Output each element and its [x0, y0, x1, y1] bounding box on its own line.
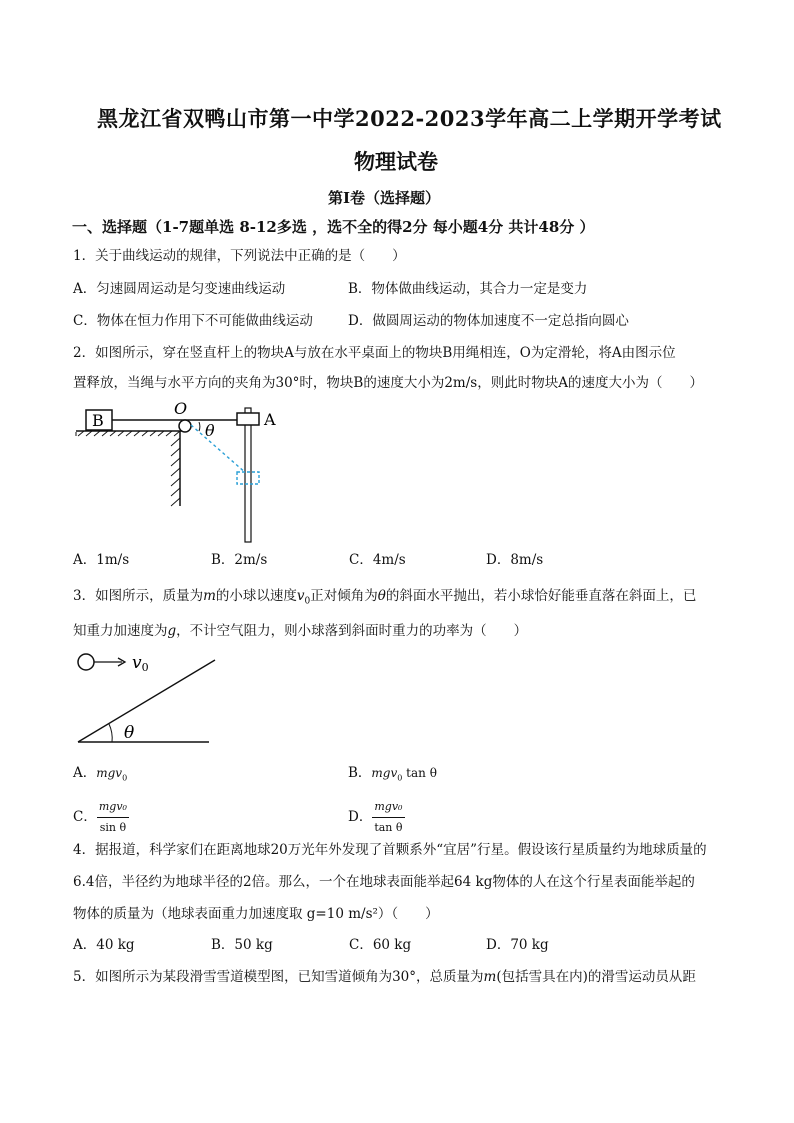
q3-option-b [348, 763, 437, 789]
fraction-numerator: mgv₀ [97, 797, 129, 818]
q3-option-a [73, 763, 127, 789]
q3-mass-symbol: m [203, 588, 216, 604]
vertical-rod [245, 408, 251, 542]
q1-option-b: B．物体做曲线运动，其合力一定是变力 [348, 281, 588, 297]
q3-incline-figure [72, 650, 222, 748]
q1-option-d: D．做圆周运动的物体加速度不一定总指向圆心 [348, 313, 629, 329]
q2-option-b: B．2m/s [211, 552, 268, 568]
velocity-label: v0 [132, 653, 149, 674]
q1-option-c: C．物体在恒力作用下不可能做曲线运动 [73, 313, 313, 329]
rope-dashed [191, 425, 247, 474]
fraction [97, 797, 129, 838]
q3-velocity-subscript: 0 [304, 596, 311, 607]
pulley-label: O [174, 399, 188, 418]
fraction-numerator: mgv₀ [372, 797, 404, 818]
q4-stem-line2: 6.4倍，半径约为地球半径的2倍。那么，一个在地球表面能举起64 kg物体的人在这个行星表面能举起的 [73, 874, 695, 890]
q4-option-d: D．70 kg [486, 937, 549, 953]
q4-stem-line1: 4．据报道，科学家们在距离地球20万光年外发现了首颗系外“宜居”行星。假设该行星质量约为地球质量的 [73, 842, 707, 858]
q2-option-a: A．1m/s [73, 552, 130, 568]
q2-option-d: D．8m/s [486, 552, 544, 568]
q3-stem-part: 的小球以速度 [215, 588, 297, 604]
block-b-label: B [92, 411, 104, 430]
q3-stem-line1 [73, 586, 696, 612]
q3-velocity-symbol: v [296, 588, 305, 604]
option-label: A． [73, 765, 97, 781]
option-subscript: 0 [397, 773, 403, 783]
option-subscript: 0 [122, 773, 128, 783]
q1-stem: 1．关于曲线运动的规律，下列说法中正确的是（ ） [73, 248, 406, 264]
angle-theta-label: θ [205, 421, 215, 440]
volume-heading: 第I卷（选择题） [328, 189, 441, 207]
q3-stem-part: 的斜面水平抛出，若小球恰好能垂直落在斜面上，已 [385, 588, 697, 604]
q3-gravity-symbol: g [167, 623, 177, 639]
q3-stem-part: 3．如图所示，质量为 [73, 588, 204, 604]
pulley [179, 420, 191, 432]
q2-option-c: C．4m/s [349, 552, 406, 568]
q1-option-a: A．匀速圆周运动是匀变速曲线运动 [73, 281, 286, 297]
q4-option-b: B．50 kg [211, 937, 273, 953]
q5-stem-part: (包括雪具在内)的滑雪运动员从距 [496, 969, 696, 985]
q3-stem-line2 [73, 621, 527, 641]
option-label: D． [348, 809, 373, 825]
incline-angle-label: θ [124, 723, 135, 743]
q3-option-c [73, 797, 129, 838]
section-heading: 一、选择题（1-7题单选 8-12多选 ，选不全的得2分 每小题4分 共计48分 ） [72, 218, 595, 236]
q3-stem-part: 知重力加速度为 [73, 623, 168, 639]
q2-stem-line2: 置释放，当绳与水平方向的夹角为30°时，物块B的速度大小为2m/s，则此时物块A的速度大小为（ ） [73, 375, 703, 391]
q4-option-c: C．60 kg [349, 937, 412, 953]
q5-mass-symbol: m [483, 969, 497, 985]
option-label: B． [348, 765, 372, 781]
q2-stem-line1: 2．如图所示，穿在竖直杆上的物块A与放在水平桌面上的物块B用绳相连，O为定滑轮，将A由图示位 [73, 345, 676, 361]
option-value: mgv [96, 766, 123, 780]
q5-stem-part: 5．如图所示为某段滑雪雪道模型图，已知雪道倾角为30°，总质量为 [73, 969, 484, 985]
q4-option-a: A．40 kg [73, 937, 135, 953]
option-value: mgv [371, 766, 398, 780]
q2-pulley-figure [72, 398, 312, 546]
q3-theta-symbol: θ [377, 588, 386, 604]
option-label: C． [73, 809, 97, 825]
q5-stem-line1 [73, 967, 696, 987]
q3-stem-part: ，不计空气阻力，则小球落到斜面时重力的功率为（ ） [176, 623, 528, 639]
fraction [372, 797, 404, 838]
block-a [237, 413, 259, 425]
q3-option-d [348, 797, 405, 838]
fraction-denominator: sin θ [99, 821, 127, 834]
ball [78, 654, 94, 670]
fraction-denominator: tan θ [374, 821, 403, 834]
q4-stem-line3: 物体的质量为（地球表面重力加速度取 g=10 m/s²）（ ） [73, 906, 439, 922]
paper-title: 黑龙江省双鸭山市第一中学2022-2023学年高二上学期开学考试 [97, 106, 722, 131]
option-tail: tan θ [402, 766, 437, 780]
paper-subtitle: 物理试卷 [354, 149, 438, 174]
block-a-label: A [264, 410, 276, 429]
q3-stem-part: 正对倾角为 [310, 588, 378, 604]
